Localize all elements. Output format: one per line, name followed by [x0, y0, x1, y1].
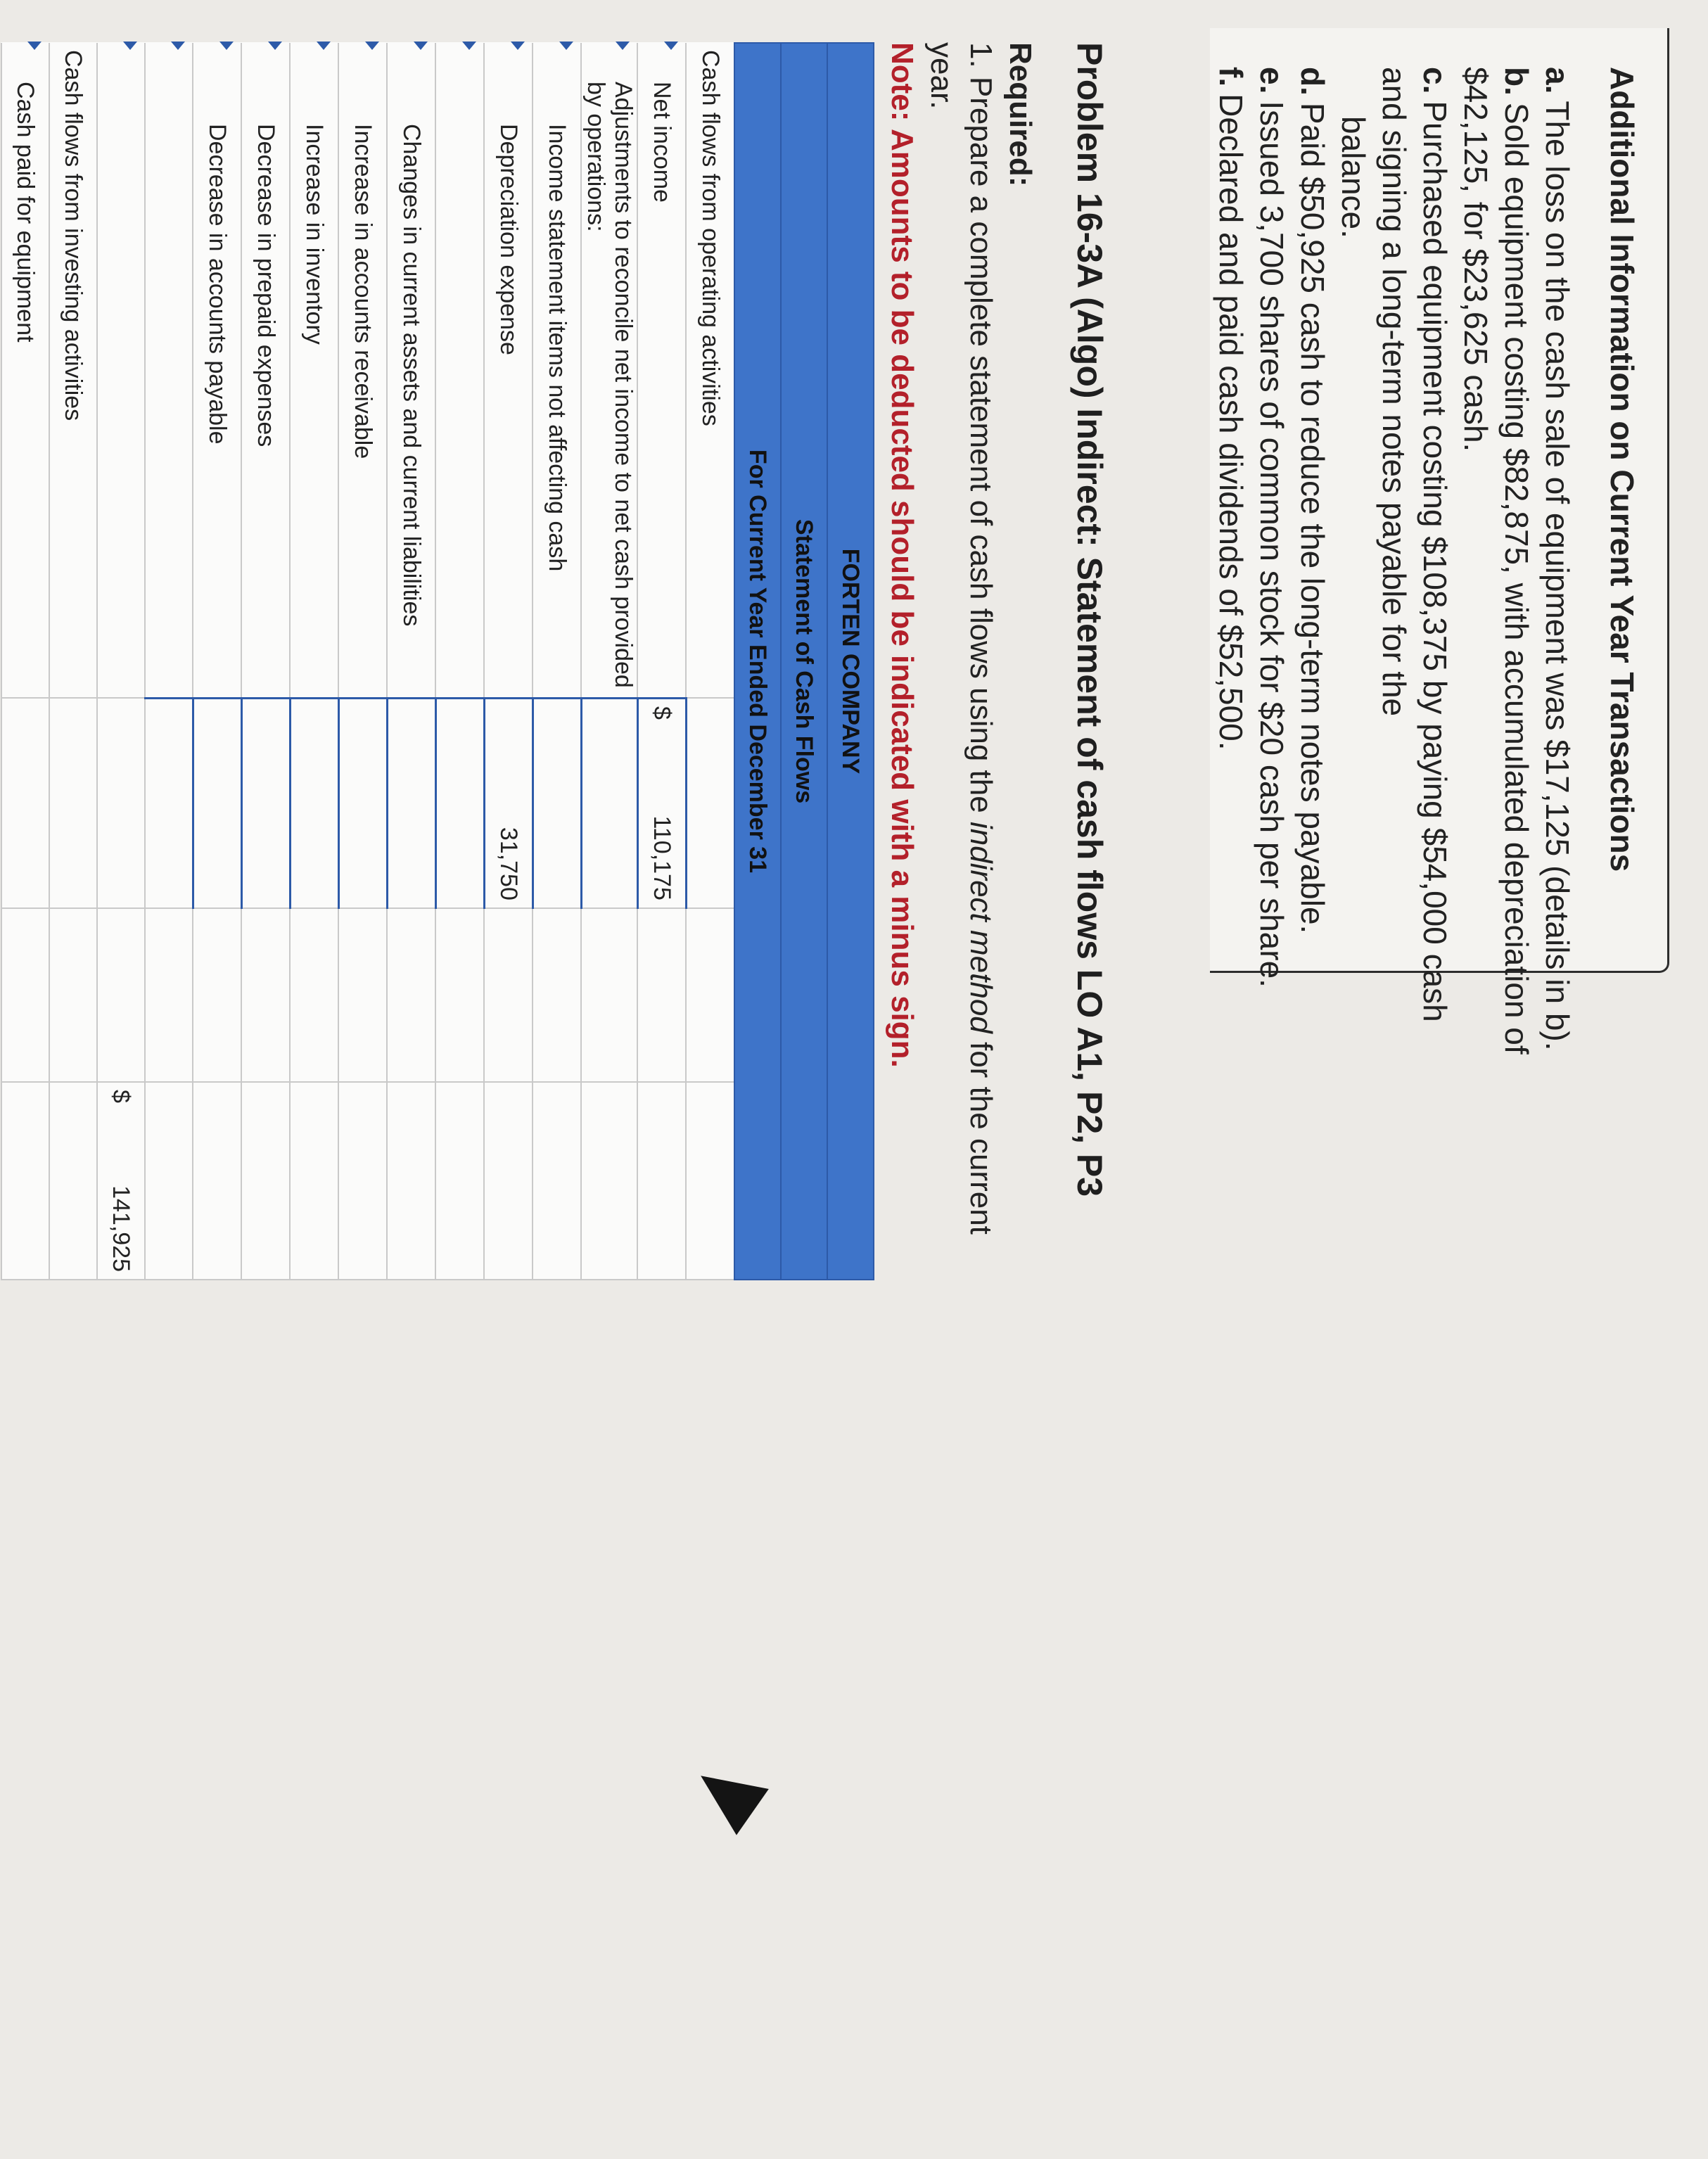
spacer-cell	[291, 908, 339, 1082]
row-label: Net income	[649, 82, 676, 203]
amount-input[interactable]	[388, 698, 436, 907]
spacer-cell	[1, 908, 49, 1082]
amount-input[interactable]	[193, 698, 242, 907]
row-label-input[interactable]	[242, 43, 291, 698]
dropdown-marker-icon	[665, 42, 679, 50]
row-label-input[interactable]	[97, 43, 145, 698]
statement-row	[97, 43, 145, 1280]
mouse-cursor-icon	[684, 1752, 769, 1835]
statement-row	[1, 43, 49, 1280]
statement-row	[291, 43, 339, 1280]
amount-input[interactable]	[145, 698, 193, 907]
transaction-list	[1211, 67, 1578, 1066]
transaction-letter: c.	[1417, 67, 1453, 94]
spacer-cell	[485, 908, 533, 1082]
additional-info-title: Additional Information on Current Year Transactions	[1604, 67, 1640, 872]
amount-value: 31,750	[495, 827, 523, 900]
row-label: Decrease in prepaid expenses	[253, 124, 280, 447]
total-input[interactable]	[485, 1082, 533, 1280]
instruction-text-end: for the current year.	[924, 42, 998, 1235]
statement-row	[339, 43, 388, 1280]
row-label: Depreciation expense	[495, 124, 523, 355]
transaction-item	[1211, 67, 1251, 1066]
transaction-text: Purchased equipment costing $108,375 by paying $54,000 cash and signing a long-term notes payable for the	[1376, 67, 1453, 1022]
dropdown-marker-icon	[511, 42, 525, 50]
row-label: Cash flows from operating activities	[697, 50, 725, 426]
transaction-item	[1292, 67, 1333, 1066]
row-label-input[interactable]	[388, 43, 436, 698]
transaction-letter: e.	[1254, 67, 1290, 94]
spacer-cell	[436, 908, 485, 1082]
spacer-cell	[582, 908, 638, 1082]
problem-title: Problem 16-3A (Algo) Indirect: Statement of cash flows LO A1, P2, P3	[1070, 42, 1109, 1197]
total-input[interactable]	[145, 1082, 193, 1280]
amount-input[interactable]	[1, 698, 49, 907]
transaction-letter: a.	[1539, 67, 1576, 94]
spacer-cell	[339, 908, 388, 1082]
dropdown-marker-icon	[27, 42, 42, 50]
spacer-cell	[687, 908, 735, 1082]
amount-input[interactable]	[242, 698, 291, 907]
transaction-letter: d.	[1294, 67, 1331, 96]
row-label-input[interactable]	[145, 43, 193, 698]
amount-input[interactable]	[582, 698, 638, 907]
dropdown-marker-icon	[123, 42, 137, 50]
instruction-text: 1. Prepare a complete statement of cash flows using the	[964, 42, 998, 822]
dropdown-marker-icon	[414, 42, 428, 50]
statement-row	[49, 43, 97, 1280]
dropdown-marker-icon	[269, 42, 283, 50]
dropdown-marker-icon	[220, 42, 234, 50]
transaction-item	[1537, 67, 1578, 1066]
transaction-text: Sold equipment costing $82,875, with accumulated depreciation of $42,125, for $23,625 cash.	[1458, 67, 1535, 1055]
cash-flow-statement	[1, 42, 874, 1280]
row-label-input[interactable]	[582, 43, 638, 698]
transaction-text: Declared and paid cash dividends of $52,500.	[1213, 94, 1249, 751]
spacer-cell	[49, 908, 97, 1082]
transaction-text: Issued 3,700 shares of common stock for $20 cash per share.	[1254, 101, 1290, 988]
dropdown-marker-icon	[317, 42, 331, 50]
required-section	[882, 42, 1040, 1238]
amount-input[interactable]	[638, 698, 687, 907]
statement-row	[687, 43, 735, 1280]
transaction-letter: b.	[1498, 67, 1535, 96]
total-input[interactable]	[533, 1082, 582, 1280]
transaction-text-continued: balance.	[1335, 116, 1372, 238]
spacer-cell	[145, 908, 193, 1082]
dropdown-marker-icon	[560, 42, 574, 50]
amount-value: 110,175	[649, 815, 676, 900]
transaction-text: Paid $50,925 cash to reduce the long-term notes payable.	[1294, 102, 1331, 934]
total-input[interactable]	[339, 1082, 388, 1280]
statement-row	[533, 43, 582, 1280]
amount-currency: $	[649, 706, 676, 720]
row-label-input[interactable]	[485, 43, 533, 698]
row-label: Adjustments to reconcile net income to net cash provided by operations:	[582, 82, 637, 688]
statement-row	[242, 43, 291, 1280]
transaction-text: The loss on the cash sale of equipment was $17,125 (details in b).	[1539, 101, 1576, 1051]
statement-period: For Current Year Ended December 31	[734, 43, 781, 1280]
amount-input[interactable]	[97, 698, 145, 907]
amount-input[interactable]	[49, 698, 97, 907]
total-input[interactable]	[49, 1082, 97, 1280]
row-label-input[interactable]	[193, 43, 242, 698]
spacer-cell	[638, 908, 687, 1082]
row-label: Decrease in accounts payable	[204, 124, 231, 445]
total-value: 141,925	[108, 1185, 135, 1272]
row-label: Increase in inventory	[301, 124, 329, 345]
transaction-item	[1455, 67, 1537, 1066]
row-label: Increase in accounts receivable	[350, 124, 377, 459]
transaction-item	[1374, 67, 1455, 1066]
row-label: Cash paid for equipment	[12, 82, 39, 343]
row-label-input[interactable]	[339, 43, 388, 698]
total-input[interactable]	[291, 1082, 339, 1280]
total-input[interactable]	[242, 1082, 291, 1280]
row-label: Income statement items not affecting cash	[544, 124, 571, 572]
required-label: Required:	[1003, 42, 1038, 187]
total-input[interactable]	[436, 1082, 485, 1280]
statement-row	[582, 43, 638, 1280]
row-label-input[interactable]	[533, 43, 582, 698]
row-label-input[interactable]	[291, 43, 339, 698]
amount-input[interactable]	[485, 698, 533, 907]
instruction-emphasis: indirect method	[964, 821, 998, 1033]
row-label: Cash flows from investing activities	[60, 50, 87, 421]
row-label: Changes in current assets and current liabilities	[398, 124, 426, 627]
total-input[interactable]	[638, 1082, 687, 1280]
spacer-cell	[388, 908, 436, 1082]
spacer-cell	[533, 908, 582, 1082]
amount-input[interactable]	[291, 698, 339, 907]
dropdown-marker-icon	[172, 42, 186, 50]
amount-input[interactable]	[533, 698, 582, 907]
spacer-cell	[242, 908, 291, 1082]
transaction-item	[1251, 67, 1292, 1066]
statement-row	[485, 43, 533, 1280]
minus-sign-note: Note: Amounts to be deducted should be indicated with a minus sign.	[885, 42, 919, 1068]
required-instruction	[922, 42, 1000, 1238]
total-input[interactable]	[388, 1082, 436, 1280]
amount-input[interactable]	[339, 698, 388, 907]
dropdown-marker-icon	[616, 42, 630, 50]
company-name: FORTEN COMPANY	[827, 43, 874, 1280]
statement-name: Statement of Cash Flows	[781, 43, 827, 1280]
amount-input[interactable]	[687, 698, 735, 907]
statement-row	[638, 43, 687, 1280]
dropdown-marker-icon	[463, 42, 477, 50]
total-input[interactable]	[1, 1082, 49, 1280]
total-input[interactable]	[97, 1082, 145, 1280]
spacer-cell	[97, 908, 145, 1082]
row-label-input[interactable]	[436, 43, 485, 698]
amount-input[interactable]	[436, 698, 485, 907]
row-label-input[interactable]	[687, 43, 735, 698]
row-label-input[interactable]	[638, 43, 687, 698]
statement-row	[388, 43, 436, 1280]
row-label-input[interactable]	[1, 43, 49, 698]
total-currency: $	[108, 1090, 135, 1103]
row-label-input[interactable]	[49, 43, 97, 698]
total-input[interactable]	[193, 1082, 242, 1280]
statement-row	[145, 43, 193, 1280]
transaction-letter: f.	[1213, 67, 1249, 87]
statement-row	[436, 43, 485, 1280]
statement-row	[193, 43, 242, 1280]
total-input[interactable]	[687, 1082, 735, 1280]
dropdown-marker-icon	[366, 42, 380, 50]
total-input[interactable]	[582, 1082, 638, 1280]
spacer-cell	[193, 908, 242, 1082]
